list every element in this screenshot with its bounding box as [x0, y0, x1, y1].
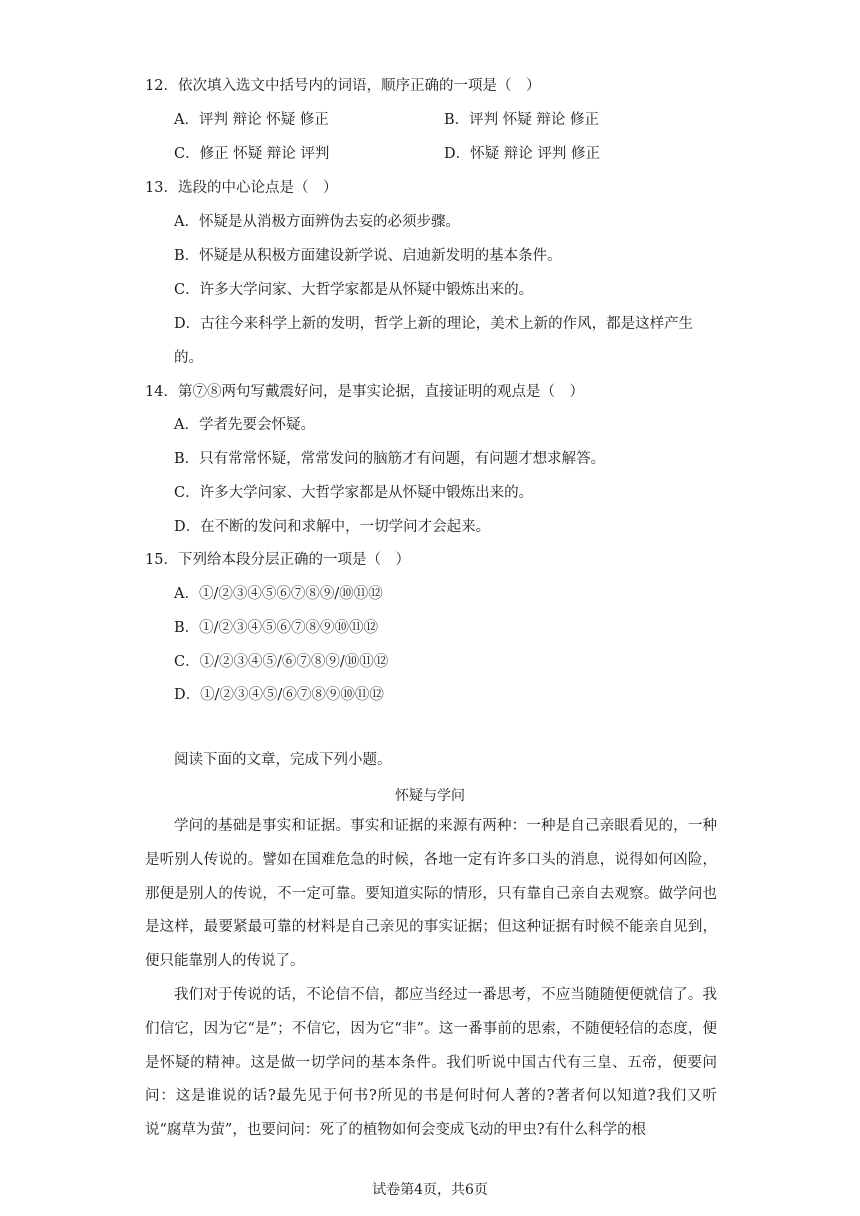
question-13-option-c: C．许多大学问家、大哲学家都是从怀疑中锻炼出来的。 [174, 282, 534, 298]
question-15-option-a: A．①/②③④⑤⑥⑦⑧⑨/⑩⑪⑫ [174, 586, 383, 602]
question-15-option-b: B．①/②③④⑤⑥⑦⑧⑨⑩⑪⑫ [174, 620, 379, 636]
question-13-option-a: A．怀疑是从消极方面辨伪去妄的必须步骤。 [174, 214, 460, 230]
article-paragraph-2: 我们对于传说的话，不论信不信，都应当经过一番思考，不应当随随便便就信了。我们信它，因为它“是”；不信它，因为它“非”。这一番事前的思索，不随便轻信的态度，便是怀疑的精神。这是做一切学问的基本条件。我们听说中国古代有三皇、五帝，便要问问：这是谁说的话?最先见于何书?所见的书是何时何人著的?著者何以知道?我们又听说“腐草为萤”，也要问问：死了的植物如何会变成飞动的甲虫?有什么科学的根 [145, 987, 717, 1139]
question-13-option-d: D．古往今来科学上新的发明，哲学上新的理论，美术上新的作风，都是这样产生 [174, 316, 694, 332]
question-12-option-b: B．评判 怀疑 辩论 修正 [444, 112, 599, 128]
question-15-option-d: D．①/②③④⑤/⑥⑦⑧⑨⑩⑪⑫ [174, 687, 384, 703]
question-14-stem: 14．第⑦⑧两句写戴震好问，是事实论据，直接证明的观点是（ ） [145, 384, 584, 400]
question-13-option-d-continued: 的。 [174, 350, 203, 366]
question-15-option-c: C．①/②③④⑤/⑥⑦⑧⑨/⑩⑪⑫ [174, 654, 389, 670]
question-15-stem: 15．下列给本段分层正确的一项是（ ） [145, 552, 410, 568]
question-14-option-b: B．只有常常怀疑，常常发问的脑筋才有问题，有问题才想求解答。 [174, 451, 606, 467]
question-14-option-c: C．许多大学问家、大哲学家都是从怀疑中锻炼出来的。 [174, 485, 534, 501]
question-12-stem: 12．依次填入选文中括号内的词语，顺序正确的一项是（ ） [145, 78, 541, 94]
question-12-option-d: D．怀疑 辩论 评判 修正 [444, 146, 600, 162]
article-title: 怀疑与学问 [395, 788, 465, 804]
question-13-option-b: B．怀疑是从积极方面建设新学说、启迪新发明的基本条件。 [174, 248, 562, 264]
question-12-option-c: C．修正 怀疑 辩论 评判 [174, 146, 330, 162]
question-14-option-a: A．学者先要会怀疑。 [174, 417, 315, 433]
question-13-stem: 13．选段的中心论点是（ ） [145, 180, 338, 196]
question-14-option-d: D．在不断的发问和求解中，一切学问才会起来。 [174, 519, 491, 535]
reading-instruction: 阅读下面的文章，完成下列小题。 [174, 752, 392, 768]
page-footer: 试卷第4页，共6页 [372, 1182, 488, 1198]
article-paragraph-1: 学问的基础是事实和证据。事实和证据的来源有两种：一种是自己亲眼看见的，一种是听别人传说的。譬如在国难危急的时候，各地一定有许多口头的消息，说得如何凶险，那便是别人的传说，不一定可靠。要知道实际的情形，只有靠自己亲自去观察。做学问也是这样，最要紧最可靠的材料是自己亲见的事实证据；但这种证据有时候不能亲自见到，便只能靠别人的传说了。 [145, 818, 717, 970]
question-12-option-a: A．评判 辩论 怀疑 修正 [174, 112, 329, 128]
